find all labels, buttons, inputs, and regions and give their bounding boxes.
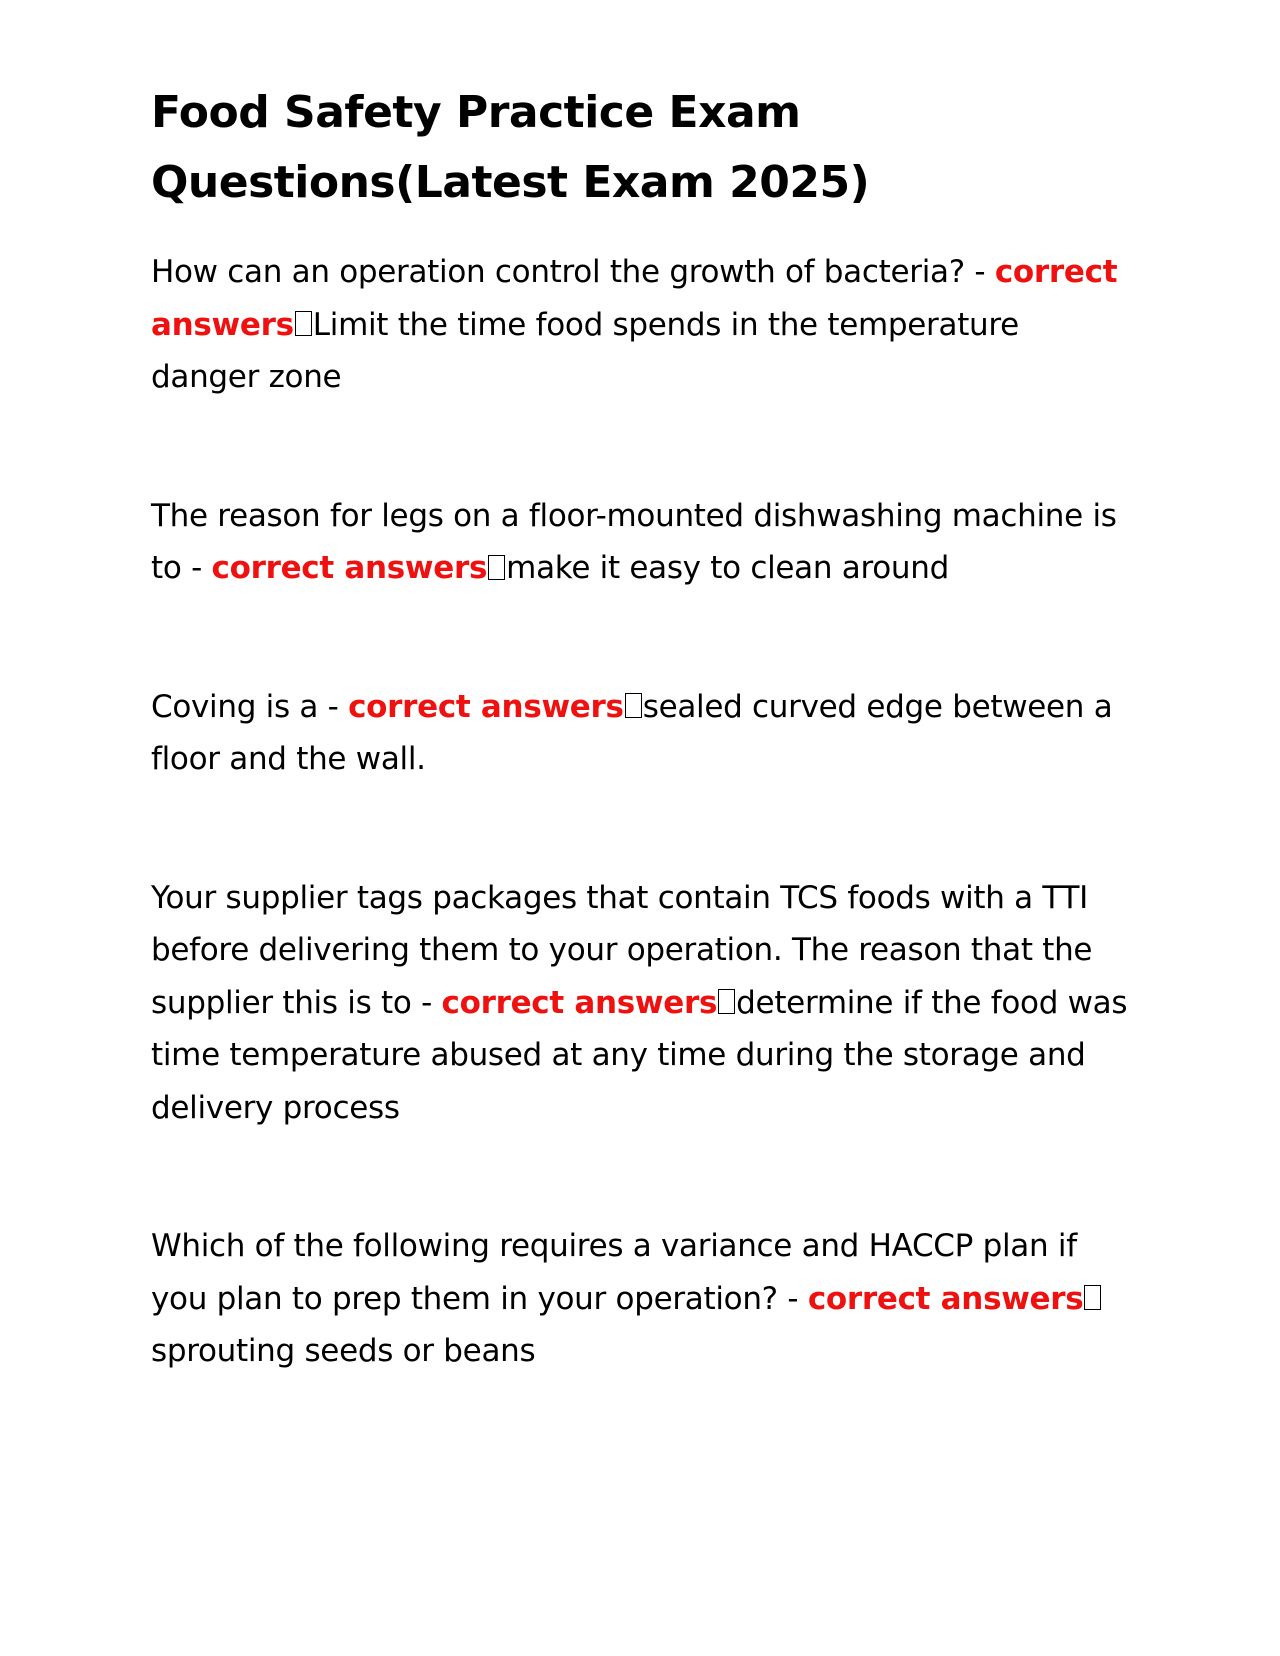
document-title: Food Safety Practice Exam Questions(Latest Exam 2025) [151,87,870,208]
missing-glyph-box-icon [488,555,505,580]
question-text: How can an operation control the growth of bacteria? - [151,254,995,290]
qa-item-3 [151,681,1136,786]
qa-item-1 [151,246,1136,404]
missing-glyph-box-icon [295,311,312,336]
correct-answers-label: correct answers [348,688,624,725]
qa-item-2 [151,490,1136,595]
answer-text: determine if the food was time temperature abused at any time during the storage and delivery process [151,984,1128,1126]
qa-item-5 [151,1220,1136,1378]
question-text: Which of the following requires a variance and HACCP plan if you plan to prep them in your operation? - [151,1228,1077,1317]
missing-glyph-box-icon [625,693,642,718]
missing-glyph-box-icon [1084,1285,1101,1310]
missing-glyph-box-icon [718,989,735,1014]
correct-answers-label: correct answers [151,254,1118,343]
correct-answers-label: correct answers [441,984,718,1021]
question-text: Your supplier tags packages that contain TCS foods with a TTI before delivering them to your operation. The reason that the supplier this is to - [151,879,1093,1021]
qa-item-4 [151,872,1136,1135]
document-page [151,78,1136,1378]
correct-answers-label: correct answers [211,550,488,586]
answer-text: make it easy to clean around [506,550,949,586]
answer-text: sealed curved edge between a floor and the wall. [151,688,1113,777]
answer-text: Limit the time food spends in the temperature danger zone [151,306,1019,395]
question-text: Coving is a - [151,688,349,725]
answer-text: sprouting seeds or beans [151,1333,536,1369]
correct-answers-label: correct answers [807,1280,1084,1317]
question-text: The reason for legs on a floor-mounted dishwashing machine is to - [151,497,1117,586]
